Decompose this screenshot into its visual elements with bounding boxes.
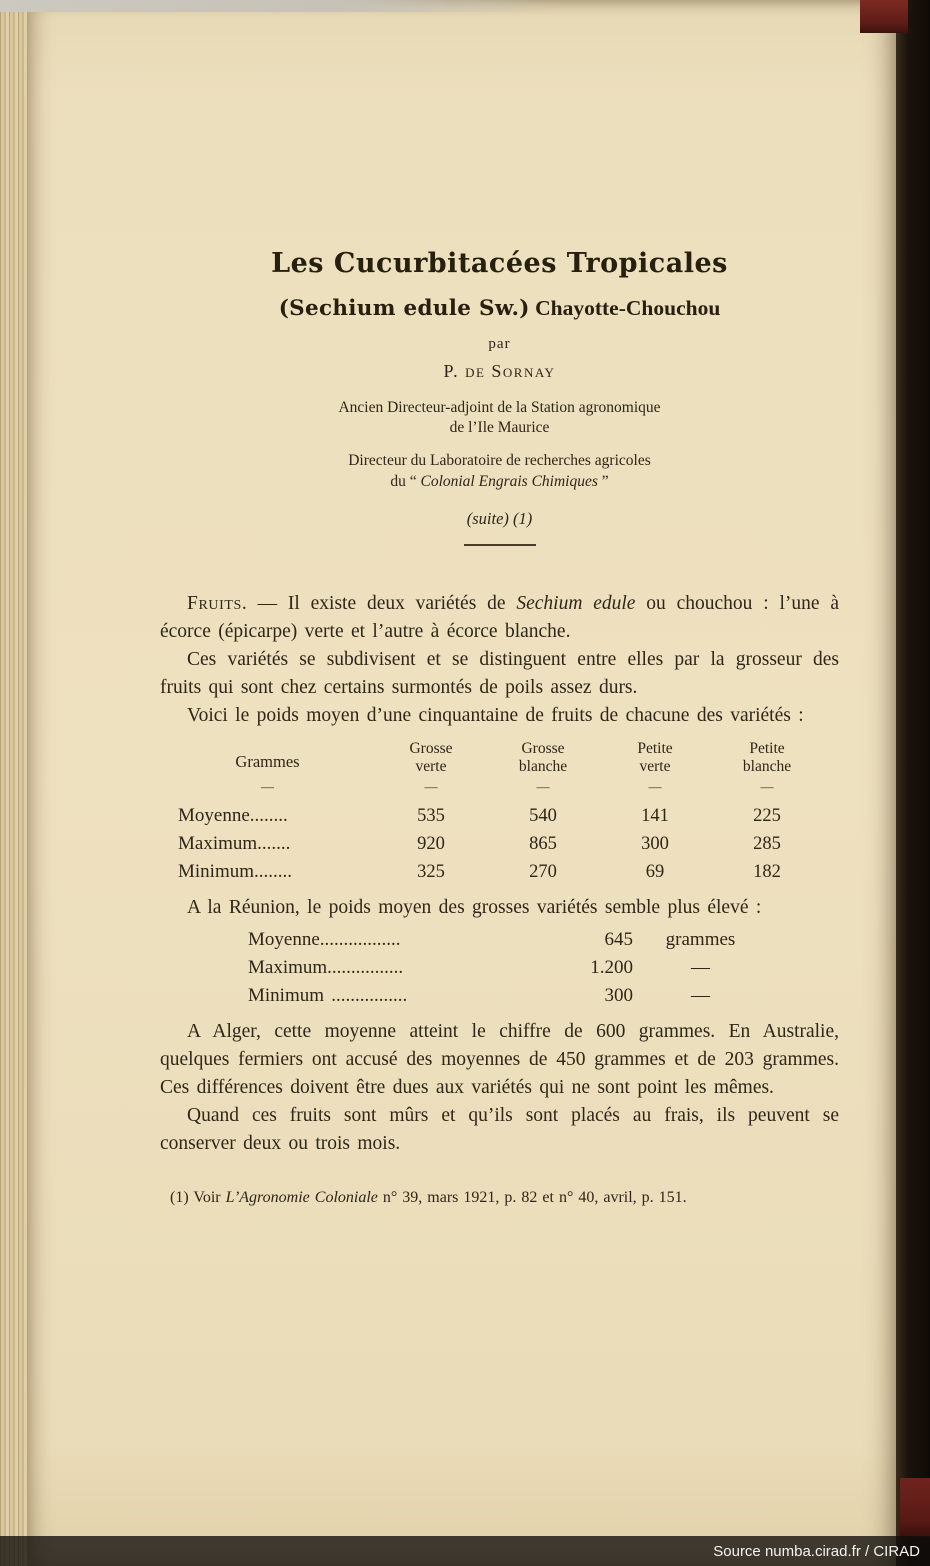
reunion-row-moyenne	[248, 926, 839, 954]
cell-value: 325	[417, 862, 445, 883]
reunion-row-minimum	[248, 982, 839, 1010]
spine-red-top	[860, 0, 908, 33]
author-affiliation-1	[160, 398, 839, 439]
col-header-petite-verte	[599, 740, 711, 797]
continuation-note: (suite) (1)	[466, 508, 533, 528]
row-label: Minimum ................	[248, 985, 408, 1007]
col-header-line1: Petite	[637, 739, 673, 757]
row-label: Moyenne.................	[248, 929, 401, 951]
cell-value: 540	[529, 806, 557, 827]
col-header-line2: blanche	[742, 757, 792, 775]
source-watermark-text: Source numba.cirad.fr / CIRAD	[713, 1542, 920, 1560]
row-label: Maximum................	[248, 957, 404, 979]
cell-value: 225	[753, 806, 781, 827]
cell-value: 920	[417, 834, 445, 855]
reunion-table	[248, 926, 839, 1010]
document-title: Les Cucurbitacées Tropicales	[271, 248, 728, 279]
affiliation-2-prefix: du “	[390, 473, 421, 491]
row-label: Moyenne........	[178, 805, 288, 827]
paragraph-alger: A Alger, cette moyenne atteint le chiffre de 600 grammes. En Australie, quelques fermiers ont accusé des moyennes de 450 grammes et de 203 grammes. Ces différences doivent être dues aux variétés qui ne sont point les mêmes.	[160, 1021, 839, 1099]
book-page-edges	[0, 0, 30, 1566]
cell-value: 535	[417, 806, 445, 827]
row-label: Minimum........	[178, 861, 293, 883]
paragraph-fruits-latin: Sechium edule	[516, 592, 636, 614]
table-row-minimum	[160, 858, 839, 886]
paragraph-poids-intro: Voici le poids moyen d’une cinquantaine de fruits de chacune des variétés :	[187, 704, 804, 726]
paragraph-fruits-lead: Fruits	[187, 592, 242, 614]
cell-value: 1.200	[590, 957, 633, 979]
col-header-line2: blanche	[518, 757, 568, 775]
cell-value: 865	[529, 834, 557, 855]
cell-value: 300	[604, 985, 633, 1007]
weights-table-row-header	[160, 740, 375, 797]
affiliation-2-line-2	[160, 471, 839, 492]
paragraph-fruits-b: ou chouchou : l’une à écorce (épicarpe) verte et l’autre à écorce blanche.	[160, 592, 839, 642]
document-header	[160, 0, 839, 546]
footnote	[160, 1188, 839, 1209]
paragraph-fruits	[160, 590, 839, 646]
cell-unit: —	[691, 957, 710, 979]
col-header-dash: —	[648, 779, 662, 795]
cell-unit: —	[691, 985, 710, 1007]
scanned-page	[28, 0, 897, 1566]
affiliation-1-line-2: de l’Ile Maurice	[449, 419, 550, 437]
paragraph-varietes: Ces variétés se subdivisent et se distinguent entre elles par la grosseur des fruits qui sont chez certains surmontés de poils assez durs.	[160, 648, 839, 698]
footnote-rest: n° 39, mars 1921, p. 82 et n° 40, avril, p. 151.	[377, 1189, 687, 1207]
affiliation-2-line-1: Directeur du Laboratoire de recherches agricoles	[348, 451, 651, 469]
table-row-moyenne	[160, 802, 839, 830]
source-watermark-bar	[0, 1536, 930, 1566]
weights-table	[160, 740, 839, 887]
reunion-row-maximum	[248, 954, 839, 982]
cell-unit: grammes	[665, 929, 736, 951]
document-body	[160, 590, 839, 1210]
separator-rule	[464, 544, 536, 546]
affiliation-1-line-1: Ancien Directeur-adjoint de la Station agronomique	[338, 399, 661, 416]
col-header-dash: —	[424, 779, 438, 795]
footnote-lead: (1) Voir	[170, 1189, 226, 1207]
document-subtitle	[160, 296, 839, 321]
row-label: Maximum.......	[178, 833, 291, 855]
paragraph-fruits-a: . — Il existe deux variétés de	[241, 592, 517, 614]
author-name: P. de Sornay	[443, 361, 556, 381]
col-header-line1: Grosse	[521, 739, 565, 757]
spine-red-bottom	[900, 1478, 930, 1538]
cell-value: 300	[641, 834, 669, 855]
row-header-dash: —	[261, 779, 274, 795]
col-header-line2: verte	[639, 757, 671, 775]
paragraph-conservation: Quand ces fruits sont mûrs et qu’ils sont placés au frais, ils peuvent se conserver deux ou trois mois.	[160, 1105, 839, 1155]
cell-value: 182	[753, 862, 781, 883]
col-header-petite-blanche	[711, 740, 823, 797]
cell-value: 645	[604, 929, 633, 951]
table-row-maximum	[160, 830, 839, 858]
affiliation-2-suffix: ”	[597, 473, 609, 491]
book-binding	[896, 0, 930, 1566]
scanner-background-strip	[0, 0, 560, 12]
footnote-journal: L’Agronomie Coloniale	[225, 1189, 378, 1207]
col-header-grosse-verte	[375, 740, 487, 797]
paragraph-reunion: A la Réunion, le poids moyen des grosses variétés semble plus élevé :	[187, 897, 762, 919]
col-header-line1: Grosse	[409, 739, 453, 757]
row-header-label: Grammes	[235, 752, 300, 772]
col-header-grosse-blanche	[487, 740, 599, 797]
col-header-dash: —	[760, 779, 774, 795]
affiliation-2-company: Colonial Engrais Chimiques	[420, 473, 598, 491]
cell-value: 285	[753, 834, 781, 855]
weights-table-header	[160, 740, 839, 797]
page-content	[160, 0, 839, 1209]
col-header-dash: —	[536, 779, 550, 795]
byline-par: par	[488, 336, 511, 352]
cell-value: 270	[529, 862, 557, 883]
subtitle-latin-name: (Sechium edule Sw.)	[278, 296, 530, 321]
author-affiliation-2	[160, 450, 839, 493]
cell-value: 141	[641, 806, 669, 827]
subtitle-common-name: Chayotte-Chouchou	[529, 296, 721, 320]
col-header-line1: Petite	[749, 739, 785, 757]
col-header-line2: verte	[415, 757, 447, 775]
cell-value: 69	[645, 862, 665, 883]
